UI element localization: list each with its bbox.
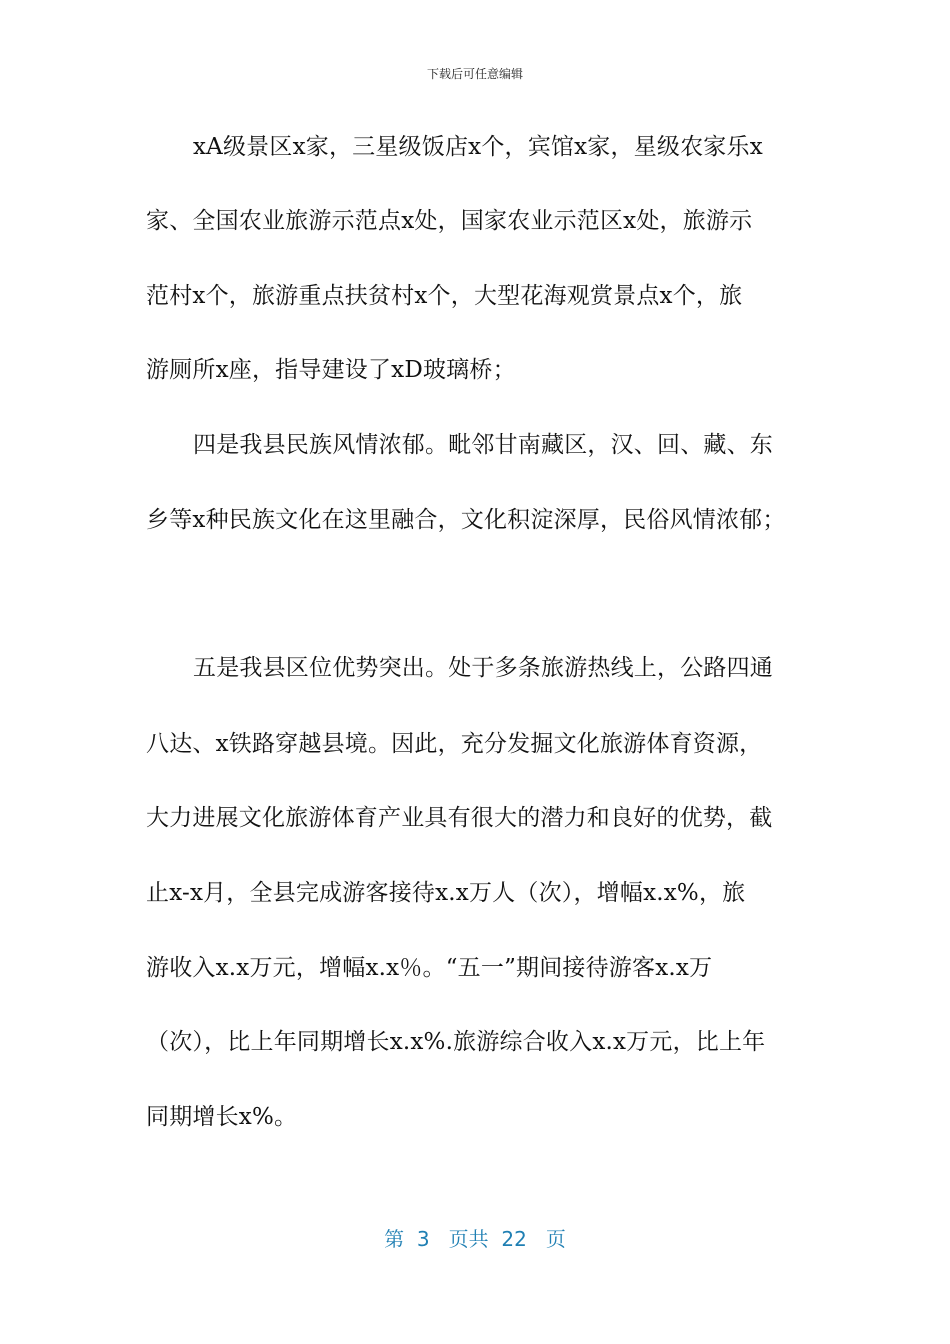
text-line: 同期增长x%。 <box>146 1104 298 1130</box>
header-note: 下载后可任意编辑 <box>426 67 523 81</box>
text-line: 游收入x.x万元，增幅x.x％。“五一”期间接待游客x.x万 <box>146 955 713 981</box>
page-number: 第 3 页共 22 页 <box>384 1227 566 1251</box>
text-line: 八达、x铁路穿越县境。因此，充分发掘文化旅游体育资源， <box>146 731 763 757</box>
text-line: 四是我县民族风情浓郁。毗邻甘南藏区，汉、回、藏、东 <box>193 432 773 458</box>
text-line: 范村x个，旅游重点扶贫村x个，大型花海观赏景点x个，旅 <box>146 283 743 309</box>
text-line: 止x-x月，全县完成游客接待x.x万人（次），增幅x.x%，旅 <box>146 880 746 906</box>
text-line: xA级景区x家，三星级饭店x个，宾馆x家，星级农家乐x <box>193 134 763 160</box>
text-line: 乡等x种民族文化在这里融合，文化积淀深厚，民俗风情浓郁； <box>146 507 786 533</box>
text-line: 五是我县区位优势突出。处于多条旅游热线上，公路四通 <box>193 655 773 681</box>
text-line: （次），比上年同期增长x.x%.旅游综合收入x.x万元，比上年 <box>146 1029 766 1055</box>
text-line: 游厕所x座，指导建设了xD玻璃桥； <box>146 357 516 383</box>
text-line: 大力进展文化旅游体育产业具有很大的潜力和良好的优势，截 <box>146 805 773 831</box>
text-line: 家、全国农业旅游示范点x处，国家农业示范区x处，旅游示 <box>146 208 753 234</box>
